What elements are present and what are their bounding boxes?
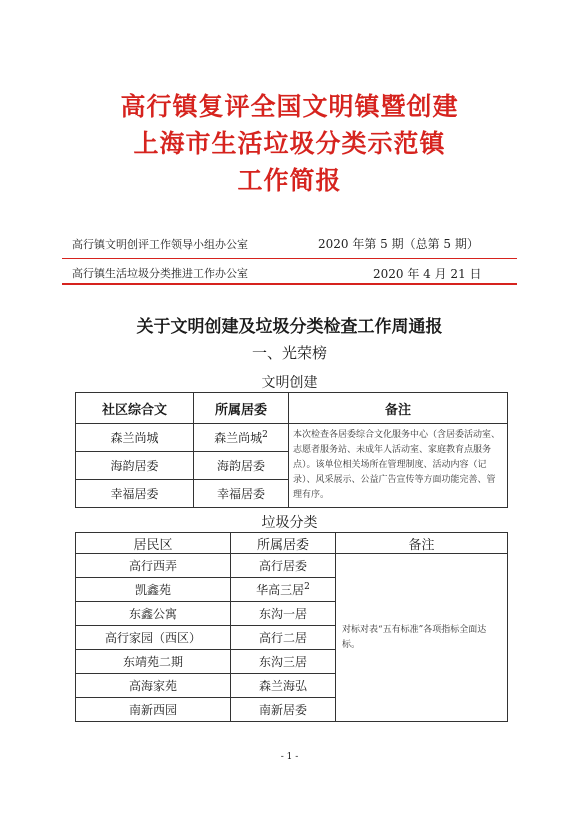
note-cell: 对标对表“五有标准”各项指标全面达标。 — [336, 554, 508, 722]
committee-name: 华高三居 — [256, 583, 305, 597]
column-header: 备注 — [336, 533, 508, 554]
report-title: 关于文明创建及垃圾分类检查工作周通报 — [136, 317, 443, 337]
committee-cell — [231, 578, 336, 602]
issue-number: 2020 年第 5 期（总第 5 期） — [318, 237, 479, 251]
residential-area-cell: 东鑫公寓 — [76, 602, 231, 626]
civilization-table — [75, 392, 508, 508]
subsection-civilization: 文明创建 — [261, 375, 318, 391]
residential-area-cell: 高海家苑 — [76, 674, 231, 698]
community-cell: 森兰尚城 — [76, 424, 194, 452]
footnote-mark: 2 — [262, 430, 268, 440]
table-row — [76, 424, 508, 452]
committee-cell: 东沟一居 — [231, 602, 336, 626]
community-cell: 幸福居委 — [76, 480, 194, 508]
committee-cell: 森兰海弘 — [231, 674, 336, 698]
column-header: 备注 — [289, 393, 508, 424]
table-row — [76, 554, 508, 578]
committee-cell: 海韵居委 — [194, 452, 289, 480]
issuing-office-1: 高行镇文明创评工作领导小组办公室 — [72, 238, 248, 251]
issue-date: 2020 年 4 月 21 日 — [373, 267, 482, 281]
residential-area-cell: 高行西弄 — [76, 554, 231, 578]
residential-area-cell: 高行家园（西区） — [76, 626, 231, 650]
section-title: 一、光荣榜 — [251, 344, 327, 362]
subsection-garbage-sorting: 垃圾分类 — [261, 515, 318, 531]
table-header-row — [76, 533, 508, 554]
table-header-row — [76, 393, 508, 424]
residential-area-cell: 凯鑫苑 — [76, 578, 231, 602]
residential-area-cell: 南新西园 — [76, 698, 231, 722]
committee-cell: 高行二居 — [231, 626, 336, 650]
briefing-title-line3: 工作简报 — [237, 166, 342, 195]
residential-area-cell: 东靖苑二期 — [76, 650, 231, 674]
committee-name: 森兰尚城 — [214, 431, 263, 445]
page-number: - 1 - — [280, 752, 299, 762]
column-header: 社区综合文 — [76, 393, 194, 424]
divider-thick — [62, 283, 517, 285]
footnote-mark: 2 — [304, 582, 310, 592]
briefing-title-line2: 上海市生活垃圾分类示范镇 — [133, 129, 446, 158]
committee-cell — [194, 424, 289, 452]
column-header: 所属居委 — [231, 533, 336, 554]
community-cell: 海韵居委 — [76, 452, 194, 480]
garbage-sorting-table — [75, 532, 508, 722]
divider-thin — [62, 258, 517, 259]
briefing-title-line1: 高行镇复评全国文明镇暨创建 — [120, 92, 459, 121]
committee-cell: 高行居委 — [231, 554, 336, 578]
issuing-office-2: 高行镇生活垃圾分类推进工作办公室 — [72, 267, 248, 280]
note-cell: 本次检查各居委综合文化服务中心（含居委活动室、志愿者服务站、未成年人活动室、家庭教育点服务点）。该单位相关场所在管理制度、活动内容（记录）、风采展示、公益广告宣传等方面功能完善、管理有序。 — [289, 424, 508, 508]
committee-cell: 幸福居委 — [194, 480, 289, 508]
committee-cell: 东沟三居 — [231, 650, 336, 674]
column-header: 居民区 — [76, 533, 231, 554]
committee-cell: 南新居委 — [231, 698, 336, 722]
column-header: 所属居委 — [194, 393, 289, 424]
